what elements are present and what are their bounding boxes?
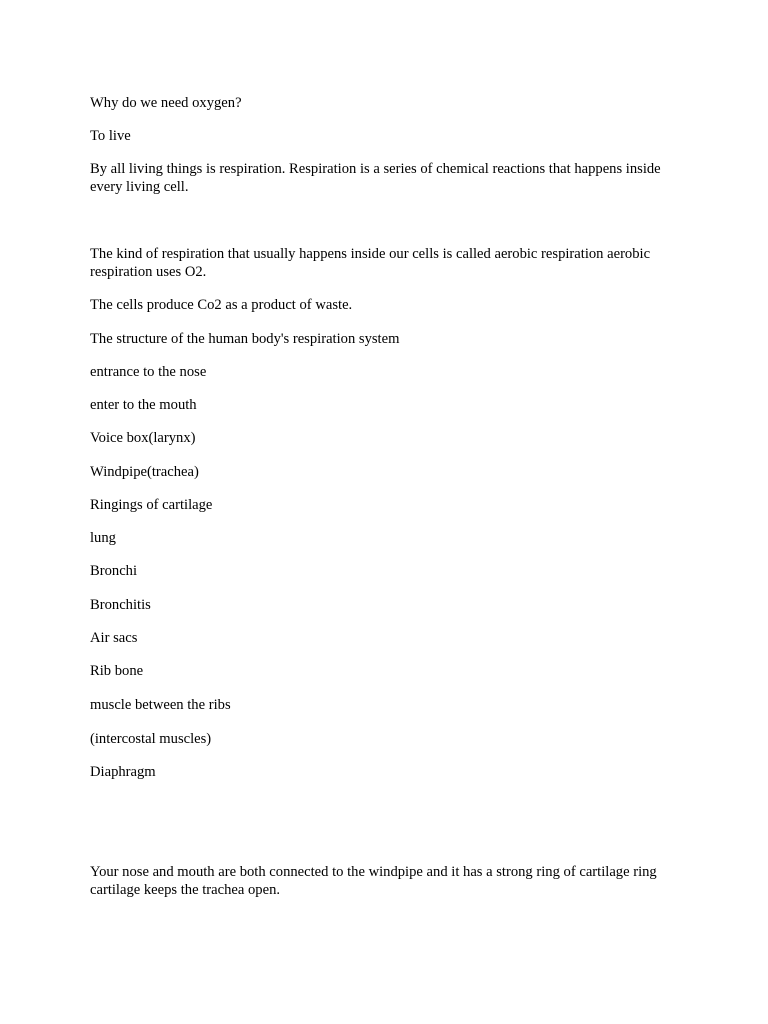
paragraph-respiration-definition: By all living things is respiration. Respiration is a series of chemical reactions that happens inside every living cell. xyxy=(90,161,661,195)
list-item: Bronchitis xyxy=(90,597,151,613)
list-item: Rib bone xyxy=(90,663,144,679)
list-item: Bronchi xyxy=(90,563,138,579)
paragraph-nose-mouth-connection: Your nose and mouth are both connected to the windpipe and it has a strong ring of cartilage ring cartilage keeps the trachea open. xyxy=(90,864,657,898)
list-item: entrance to the nose xyxy=(90,364,207,380)
paragraph-answer: To live xyxy=(90,128,131,144)
list-item: lung xyxy=(90,530,116,546)
list-item: muscle between the ribs xyxy=(90,697,231,713)
paragraph-aerobic-respiration: The kind of respiration that usually happens inside our cells is called aerobic respiration aerobic respiration uses O2. xyxy=(90,246,651,280)
list-item: Air sacs xyxy=(90,630,138,646)
list-item: Ringings of cartilage xyxy=(90,497,213,513)
paragraph-co2-waste: The cells produce Co2 as a product of waste. xyxy=(90,297,353,313)
list-item: (intercostal muscles) xyxy=(90,731,212,747)
list-item: enter to the mouth xyxy=(90,397,197,413)
list-item: Diaphragm xyxy=(90,764,156,780)
list-item: Windpipe(trachea) xyxy=(90,464,199,480)
paragraph-question: Why do we need oxygen? xyxy=(90,95,242,111)
list-item: Voice box(larynx) xyxy=(90,430,196,446)
paragraph-structure-heading: The structure of the human body's respiration system xyxy=(90,331,400,347)
